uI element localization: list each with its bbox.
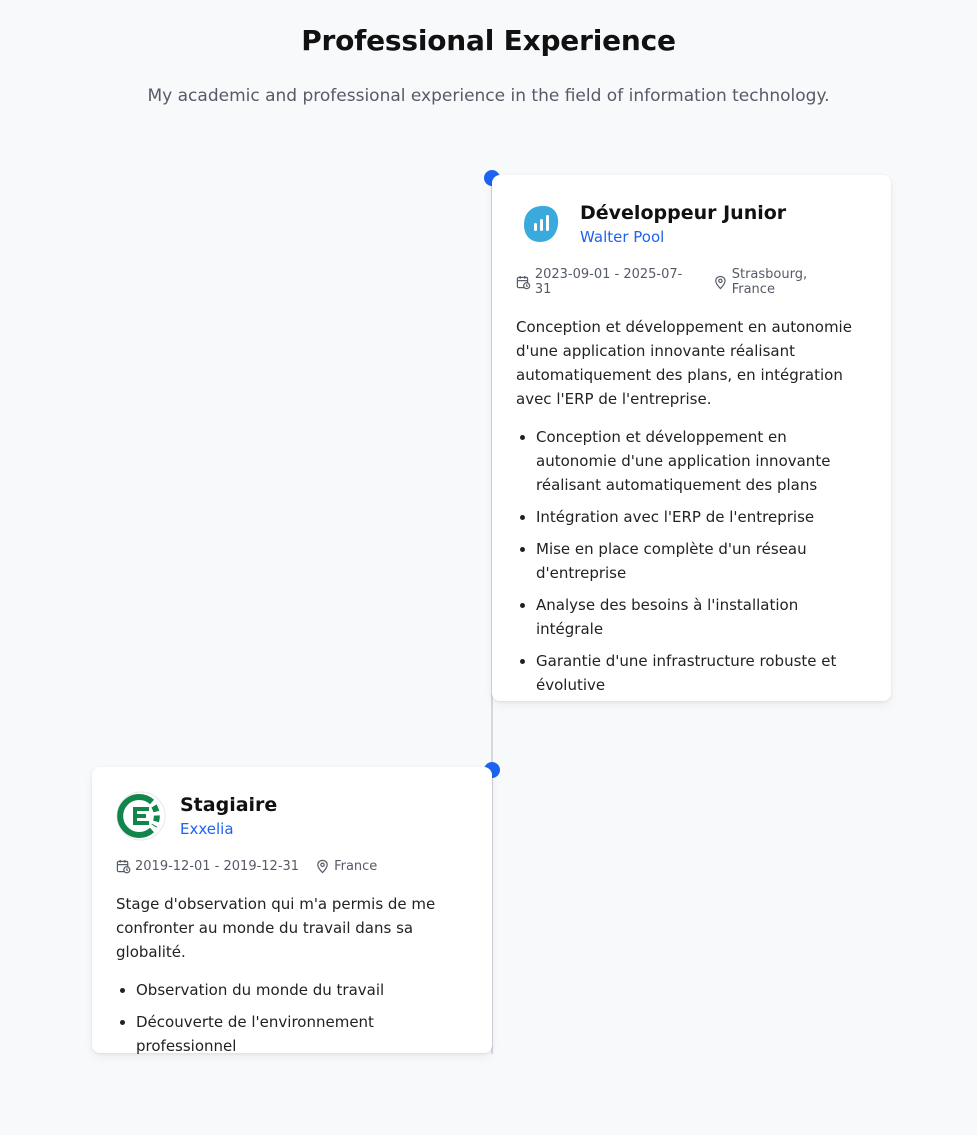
location-text: France (334, 859, 378, 874)
experience-card (492, 175, 891, 701)
job-description: Stage d'observation qui m'a permis de me confronter au monde du travail dans sa globalité. (116, 895, 436, 961)
list-item: • Conception et développement en autonomie d'une application innovante réalisant automatiquement des plans (536, 425, 869, 497)
card-meta (516, 267, 869, 297)
list-item: • Découverte de l'environnement professionnel (136, 1010, 470, 1058)
job-title: Stagiaire (180, 793, 278, 816)
date-range-text: 2019-12-01 - 2019-12-31 (135, 859, 300, 874)
list-item: • Analyse des besoins à l'installation intégrale (536, 593, 869, 641)
list-item: • Mise en place complète d'un réseau d'entreprise (536, 537, 869, 585)
responsibility-list (116, 978, 470, 1058)
company-name: Exxelia (180, 819, 234, 838)
card-meta (116, 859, 470, 874)
list-item: • Intégration avec l'ERP de l'entreprise (536, 505, 869, 529)
map-pin-icon (315, 859, 330, 874)
exxelia-logo-icon (116, 791, 166, 841)
calendar-icon (116, 859, 131, 874)
date-range (116, 859, 299, 874)
location (315, 859, 377, 874)
page-title: Professional Experience (301, 24, 676, 57)
card-header (116, 791, 470, 841)
location-text: Strasbourg, France (731, 267, 808, 297)
job-description: Conception et développement en autonomie d'une application innovante réalisant automatiquement des plans, en intégration avec l'ERP de l'entreprise. (516, 318, 852, 408)
date-range (516, 267, 697, 297)
walter-pool-logo-icon (516, 199, 566, 249)
location (713, 267, 853, 297)
job-title: Développeur Junior (580, 201, 787, 224)
card-header (516, 199, 869, 249)
company-name: Walter Pool (580, 227, 665, 246)
list-item: • Observation du monde du travail (136, 978, 470, 1002)
experience-card (92, 767, 492, 1053)
page-subtitle: My academic and professional experience in the field of information technology. (147, 86, 830, 106)
list-item: • Garantie d'une infrastructure robuste et évolutive (536, 649, 869, 697)
map-pin-icon (713, 275, 728, 290)
calendar-icon (516, 275, 531, 290)
date-range-text: 2023-09-01 - 2025-07-31 (534, 267, 683, 297)
responsibility-list (516, 425, 869, 697)
